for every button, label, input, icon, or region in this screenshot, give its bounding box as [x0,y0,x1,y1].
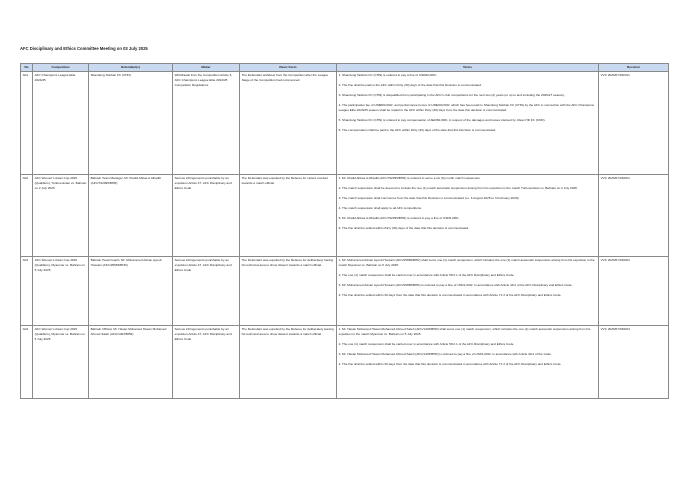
decisions-table [20,63,669,399]
cell-no: A01 [21,72,33,175]
column-header-matter: Matter [173,64,240,72]
cell-matter: Withdrawal from the Competition Article 3, AFC Champions League Elite 2024/25 Competition Regulations [173,72,240,175]
column-header-competition: Competition [33,64,89,72]
term-item: 6. The compensation shall be paid to the AFC within thirty (30) days of the date that this Decision is communicated. [338,128,497,132]
cell-terms [337,175,599,257]
term-item: 4. The participation fee of US$800,000/- and performance bonus of US$200,000/- which has been paid to Shandong Taishan FC (CHN) by the AFC in connection with the AFC Champions League Elite 2024/25 season shall be repaid to the AFC within thirty (30) days from the date this decision is communicated. [338,102,595,112]
term-item: 3. Mr. Mohammed Adnan Ayoob Hussain (AFC/25866/BHR) is ordered to pay a fine of USD1,000/- in accordance with Article 49.2 of the AFC Disciplinary and Ethics Code. [338,283,573,287]
cell-matter: Serious infringements punishable by an expulsion Article 47, AFC Disciplinary and Ethics Code [173,175,240,257]
term-item: 4. The fine shall be settled within 30 days from the date that this decision is communicated in accordance with Article 71.3 of the AFC Disciplinary and Ethics Code. [338,362,562,366]
term-item: 4. The fine shall be settled within 30 days from the date that this decision is communicated in accordance with Article 71.3 of the AFC Disciplinary and Ethics Code. [338,293,562,297]
term-item: 4. The match suspension shall apply to all AFC competitions. [338,205,422,210]
cell-facts: The Defendant was expelled by the Referee for deliberately leaving his technical area to show dissent towards a match official. [240,326,337,399]
cell-competition: AFC Champions League Elite 2024/25 [33,72,89,175]
cell-competition: AFC Women's Asian Cup 2026 (Qualifiers), Myanmar vs. Bahrain on 5 July 2025 [33,257,89,326]
term-item: 5. Mr. Khalid Abbas A Alhaditi (AFC/792095/BHR) is ordered to pay a fine of USD5,000/-. [338,215,461,220]
cell-terms [337,326,599,399]
cell-competition: AFC Women's Asian Cup 2026 (Qualifiers), Turkmenistan vs. Bahrain on 2 July 2025 [33,175,89,257]
table-row [21,175,669,257]
document-title: AFC Disciplinary and Ethics Committee Meeting on 03 July 2025 [20,46,148,51]
cell-no: A04 [21,326,33,399]
term-item: 2. The one (1) match suspension shall be carried over in accordance with Article 58.2.1 of the AFC Disciplinary and Ethics Code. [338,273,515,277]
cell-decision: VVC 2025/07/03/C01 [599,72,669,175]
column-header-terms: Terms [337,64,599,72]
term-item: 3. The match suspension shall commence from the date that this Decision is communicated (i.e. 4 August 2025 to 3 February 2026). [338,195,520,200]
cell-defendant: Shandong Taishan FC (CHN) [89,72,173,175]
table-row [21,257,669,326]
cell-decision: VVC 2025/07/03/D02 [599,257,669,326]
term-item: 2. The fine shall be paid to the AFC within thirty (30) days of the date that this Decision is communicated. [338,82,482,87]
column-header-defendant: Defendant(s) [89,64,173,72]
term-item: 1. Mr. Mohammed Adnan Ayoob Hussain (AFC/25866/BHR) shall serve one (1) match suspension, which includes the one (1) match automatic suspension arising from his expulsion in the match Myanmar vs. Bahrain on 5 July 2025. [338,257,595,267]
term-item: 2. The one (1) match suspension shall be carried over in accordance with Article 58.2.1 of the AFC Disciplinary and Ethics Code. [338,342,515,346]
cell-matter: Serious infringements punishable by an expulsion Article 47, AFC Disciplinary and Ethics Code [173,257,240,326]
term-item: 5. Shandong Taishan FC (CHN) is ordered to pay compensation of AED60,000/- in respect of the damages and losses claimed by Ulsan HD FC (KOR). [338,118,546,122]
cell-terms [337,72,599,175]
cell-facts: The Defendant was expelled by the Referee for violent conduct towards a match official. [240,175,337,257]
cell-decision: VVC 2025/07/03/D01 [599,175,669,257]
cell-defendant: Bahrain Official, Mr. Hasan Mohamed Hasan Mohamed Ahmed Saleh (AFC/1403/BHR) [89,326,173,399]
term-item: 3. Shandong Taishan FC (CHN) is disqualified from participating in the AFC's club competitions for the next two (2) years (or up to and including the 2026/27 season). [338,92,565,97]
header-row [21,64,669,72]
table-row [21,326,669,399]
term-item: 1. Mr. Khalid Abbas A Alhaditi (AFC/792095/BHR) is ordered to serve a six (6) month match suspension. [338,175,481,180]
cell-facts: The Defendant withdrew from the Competition after the League Stage of the Competition had commenced. [240,72,337,175]
column-header-decision: Decision [599,64,669,72]
table-row [21,72,669,175]
term-item: 3. Mr. Hasan Mohamed Hasan Mohamed Ahmed Saleh (AFC/1403/BHR) is ordered to pay a fine of USD1,000/- in accordance with Article 49.2 of the Code. [338,352,552,356]
cell-defendant: Bahrain Team Manager, Mr. Khalid Abbas A Alhaditi (AFC/792095/BHR) [89,175,173,257]
column-header-no: No [21,64,33,72]
term-item: 6. The fine shall be settled within thirty (30) days of the date that this decision is communicated. [338,225,470,230]
term-item: 1. Shandong Taishan FC (CHN) is ordered to pay a fine of USD82,000/-. [338,72,438,77]
cell-matter: Serious infringements punishable by an expulsion Article 47, AFC Disciplinary and Ethics Code [173,326,240,399]
cell-defendant: Bahrain Head Coach, Mr. Mohammed Adnan Ayoob Hussain (AFC/25866/BHR) [89,257,173,326]
cell-competition: AFC Women's Asian Cup 2026 (Qualifiers), Myanmar vs. Bahrain on 5 July 2025 [33,326,89,399]
cell-terms [337,257,599,326]
term-item: 1. Mr. Hasan Mohamed Hasan Mohamed Ahmed Saleh (AFC/1403/BHR) shall serve one (1) match suspension, which includes the one (1) match automatic suspension arising from his expulsion in the match Myanmar vs. Bahrain on 5 July 2025. [338,326,591,336]
cell-facts: The Defendant was expelled by the Referee for deliberately having his technical area to show dissent towards a match official. [240,257,337,326]
cell-no: A02 [21,175,33,257]
cell-no: A03 [21,257,33,326]
column-header-facts: Basic Facts [240,64,337,72]
cell-decision: VVC 2025/07/03/D04 [599,326,669,399]
term-item: 2. The match suspension shall be deemed to include the one (1) match automatic suspension arising from his expulsion in the match Turkmenistan vs. Bahrain on 2 July 2025. [338,185,578,190]
